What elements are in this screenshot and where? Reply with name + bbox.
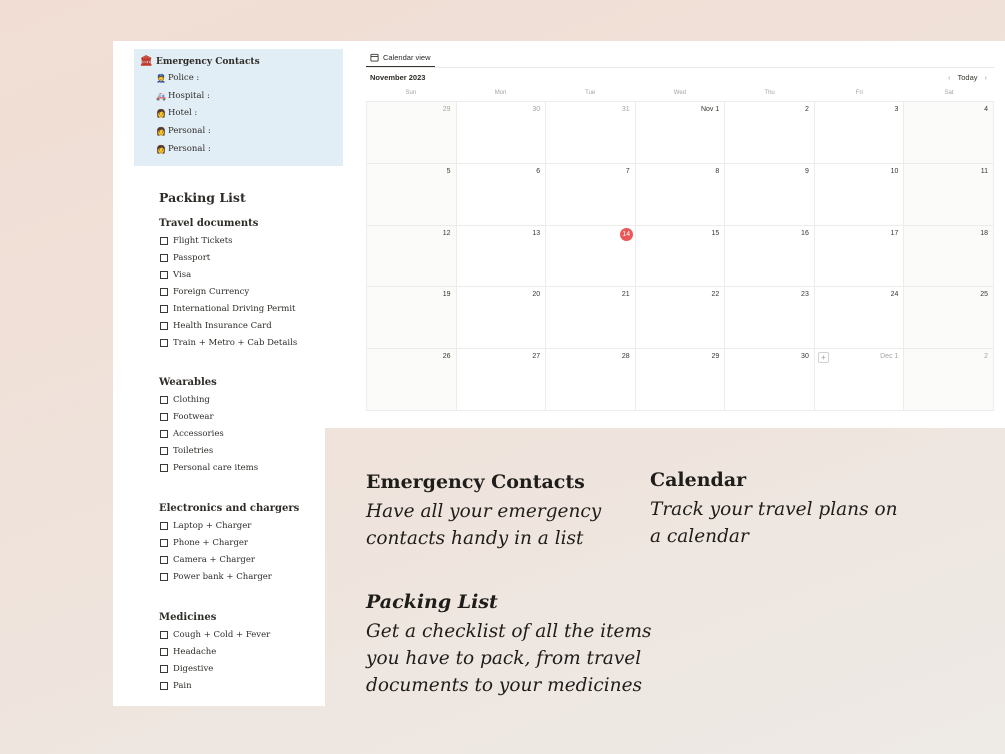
checklist-item[interactable] [160,630,270,640]
checklist-item-label: Cough + Cold + Fever [173,630,271,640]
desc-line: Have all your emergency [366,501,602,522]
checklist-item[interactable] [160,463,258,473]
day-number: 2 [804,106,809,113]
day-number: 26 [442,353,451,361]
weekday-label: Wed [673,90,687,96]
emergency-row [156,108,197,118]
checklist-item[interactable] [160,253,210,263]
checklist-item-label: Accessories [173,429,224,439]
checklist-item[interactable] [160,304,295,314]
ambulance-icon: 🚑 [156,91,166,101]
packing-title: Packing List [159,190,246,205]
checkbox[interactable] [160,339,168,347]
checklist-item-label: International Driving Permit [173,304,296,314]
checklist-item-label: Clothing [173,395,210,405]
calendar-day-cell[interactable] [815,102,905,164]
weekday-label: Mon [494,90,507,96]
calendar-day-cell[interactable] [725,287,815,349]
desc-line: Track your travel plans on [650,499,898,520]
checklist-item[interactable] [160,572,272,582]
day-number: 19 [442,291,451,299]
packing-section-title: Medicines [159,612,217,623]
calendar-grid [366,101,994,411]
day-number: 25 [980,291,988,299]
calendar-day-cell[interactable] [636,164,726,226]
packing-section-title: Travel documents [159,218,259,229]
day-number: 12 [442,229,451,237]
packing-section-title: Wearables [159,377,217,388]
calendar-day-cell[interactable] [725,226,815,288]
day-number: 24 [890,291,899,299]
calendar-day-cell[interactable] [815,349,905,411]
calendar-day-cell[interactable] [636,287,726,349]
checkbox[interactable] [160,464,168,472]
emergency-row-label: Police : [168,73,200,83]
checkbox[interactable] [160,631,168,639]
checklist-item-label: Health Insurance Card [173,321,272,331]
weekday-label: Sat [944,90,954,96]
calendar-day-cell[interactable] [904,349,994,411]
day-number: 28 [621,353,630,361]
day-number: 30 [801,353,809,361]
checkbox[interactable] [160,288,168,296]
calendar-day-cell[interactable] [457,102,547,164]
day-number: 6 [536,167,541,175]
emergency-row [156,144,211,154]
checklist-item-label: Foreign Currency [173,287,250,297]
calendar-day-cell[interactable] [725,164,815,226]
checklist-item[interactable] [160,395,210,405]
checkbox[interactable] [160,573,168,581]
calendar-day-cell[interactable] [546,226,636,288]
emergency-row [156,126,211,136]
day-number: 7 [625,167,630,175]
day-number: 3 [894,106,899,113]
calendar-day-cell[interactable] [457,349,547,411]
calendar-day-cell[interactable] [636,226,726,288]
checkbox[interactable] [160,396,168,404]
person-icon: 👩 [156,144,166,154]
checkbox[interactable] [160,556,168,564]
checklist-item-label: Pain [173,681,192,691]
weekday-label: Thu [764,90,775,96]
calendar-icon [370,53,379,62]
checkbox[interactable] [160,665,168,673]
checklist-item-label: Phone + Charger [173,538,248,548]
tab-calendar-view[interactable] [366,49,435,68]
calendar-day-cell[interactable] [546,102,636,164]
desc-line: documents to your medicines [366,675,643,696]
desc-packing-title: Packing List [366,591,498,613]
day-number: 15 [711,229,720,237]
calendar-day-cell[interactable] [457,164,547,226]
day-number: 27 [532,353,541,361]
checkbox[interactable] [160,682,168,690]
packing-section-title: Electronics and chargers [159,503,300,514]
checklist-item-label: Toiletries [173,446,214,456]
weekday-header [366,90,994,96]
day-number: 2 [984,353,988,361]
checklist-item-label: Digestive [173,664,214,674]
calendar-day-cell[interactable] [546,349,636,411]
checklist-item-label: Camera + Charger [173,555,255,565]
checklist-item-label: Footwear [173,412,214,422]
calendar-day-cell[interactable] [546,287,636,349]
calendar-nav [948,73,987,82]
checklist-item-label: Train + Metro + Cab Details [173,338,298,348]
person-icon: 👩 [156,126,166,136]
checklist-item[interactable] [160,446,213,456]
day-number: 30 [532,106,541,113]
desc-calendar-title: Calendar [650,469,747,491]
checklist-item-label: Visa [173,270,192,280]
desc-line: a calendar [650,526,749,547]
checklist-item-label: Passport [173,253,211,263]
calendar-day-cell[interactable] [815,226,905,288]
checklist-item[interactable] [160,338,297,348]
calendar-day-cell[interactable] [904,226,994,288]
emergency-row [156,73,199,83]
checklist-item-label: Headache [173,647,217,657]
checklist-item[interactable] [160,538,248,548]
checkbox[interactable] [160,254,168,262]
calendar-day-cell[interactable] [904,164,994,226]
emergency-row [156,91,210,101]
month-title: November 2023 [370,73,426,82]
calendar-day-cell[interactable] [367,164,457,226]
day-number: 29 [711,353,720,361]
day-number: 18 [980,229,988,237]
checklist-item[interactable] [160,321,272,331]
day-number: 17 [890,229,899,237]
day-number: Nov 1 [700,106,720,113]
emergency-row-label: Personal : [168,126,211,136]
calendar-day-cell[interactable] [367,102,457,164]
checkbox[interactable] [160,522,168,530]
calendar-day-cell[interactable] [636,349,726,411]
calendar-day-cell[interactable] [636,102,726,164]
checklist-item[interactable] [160,287,249,297]
checkbox[interactable] [160,447,168,455]
day-number: 22 [711,291,720,299]
day-number: 8 [715,167,720,175]
calendar-day-cell[interactable] [904,102,994,164]
calendar-day-cell[interactable] [457,226,547,288]
emergency-row-label: Hospital : [168,91,210,101]
calendar-day-cell[interactable] [815,164,905,226]
calendar-day-cell[interactable] [725,349,815,411]
chevron-right-icon[interactable]: › [984,73,988,82]
calendar-day-cell[interactable] [815,287,905,349]
calendar-day-cell[interactable] [457,287,547,349]
checklist-item[interactable] [160,555,255,565]
checkbox[interactable] [160,305,168,313]
tab-divider [366,67,994,68]
day-number: 13 [532,229,541,237]
calendar-day-cell[interactable] [367,287,457,349]
weekday-label: Fri [855,90,863,96]
calendar-day-cell[interactable] [367,349,457,411]
calendar-day-cell[interactable] [904,287,994,349]
day-number: 14 [620,228,633,241]
checklist-item[interactable] [160,647,216,657]
checklist-item[interactable] [160,236,232,246]
day-number: 9 [804,167,809,175]
desc-emergency-text [366,498,601,552]
desc-line: you have to pack, from travel [366,648,642,669]
emergency-row-label: Personal : [168,144,211,154]
day-number: 31 [621,106,630,113]
today-button[interactable]: Today [957,73,978,82]
day-number: 20 [532,291,541,299]
checkbox[interactable] [160,271,168,279]
checkbox[interactable] [160,430,168,438]
desc-line: Get a checklist of all the items [366,621,652,642]
weekday-label: Sun [405,90,417,96]
checklist-item[interactable] [160,429,224,439]
checkbox[interactable] [160,539,168,547]
day-number: 5 [446,167,451,175]
person-icon: 👩 [156,108,166,118]
emergency-title-text: Emergency Contacts [156,56,260,67]
checklist-item[interactable] [160,681,192,691]
weekday-label: Tue [585,90,596,96]
day-number: Dec 1 [880,353,899,361]
day-number: 21 [621,291,630,299]
emergency-row-label: Hotel : [168,108,198,118]
day-number: 29 [442,106,451,113]
calendar-day-cell[interactable] [546,164,636,226]
calendar-day-cell[interactable] [725,102,815,164]
desc-calendar-text [650,496,898,550]
day-number: 16 [801,229,809,237]
checklist-item[interactable] [160,270,191,280]
checklist-item-label: Personal care items [173,463,259,473]
checklist-item[interactable] [160,412,214,422]
chevron-left-icon[interactable]: ‹ [948,73,951,82]
add-event-icon[interactable]: + [818,352,829,363]
checklist-item-label: Flight Tickets [173,236,233,246]
day-number: 4 [984,106,988,113]
checkbox[interactable] [160,322,168,330]
calendar-day-cell[interactable] [367,226,457,288]
building-icon: 🏛 [140,56,153,67]
day-number: 10 [890,167,899,175]
desc-emergency-title: Emergency Contacts [366,471,585,493]
emergency-title [140,56,260,67]
police-icon: 👮 [156,73,166,83]
day-number: 23 [801,291,809,299]
checkbox[interactable] [160,413,168,421]
checklist-item-label: Power bank + Charger [173,572,272,582]
checklist-item-label: Laptop + Charger [173,521,252,531]
checklist-item[interactable] [160,664,213,674]
checkbox[interactable] [160,237,168,245]
desc-packing-text [366,618,652,699]
checklist-item[interactable] [160,521,251,531]
tab-label: Calendar view [383,53,431,62]
checkbox[interactable] [160,648,168,656]
desc-line: contacts handy in a list [366,528,584,549]
day-number: 11 [980,167,988,175]
